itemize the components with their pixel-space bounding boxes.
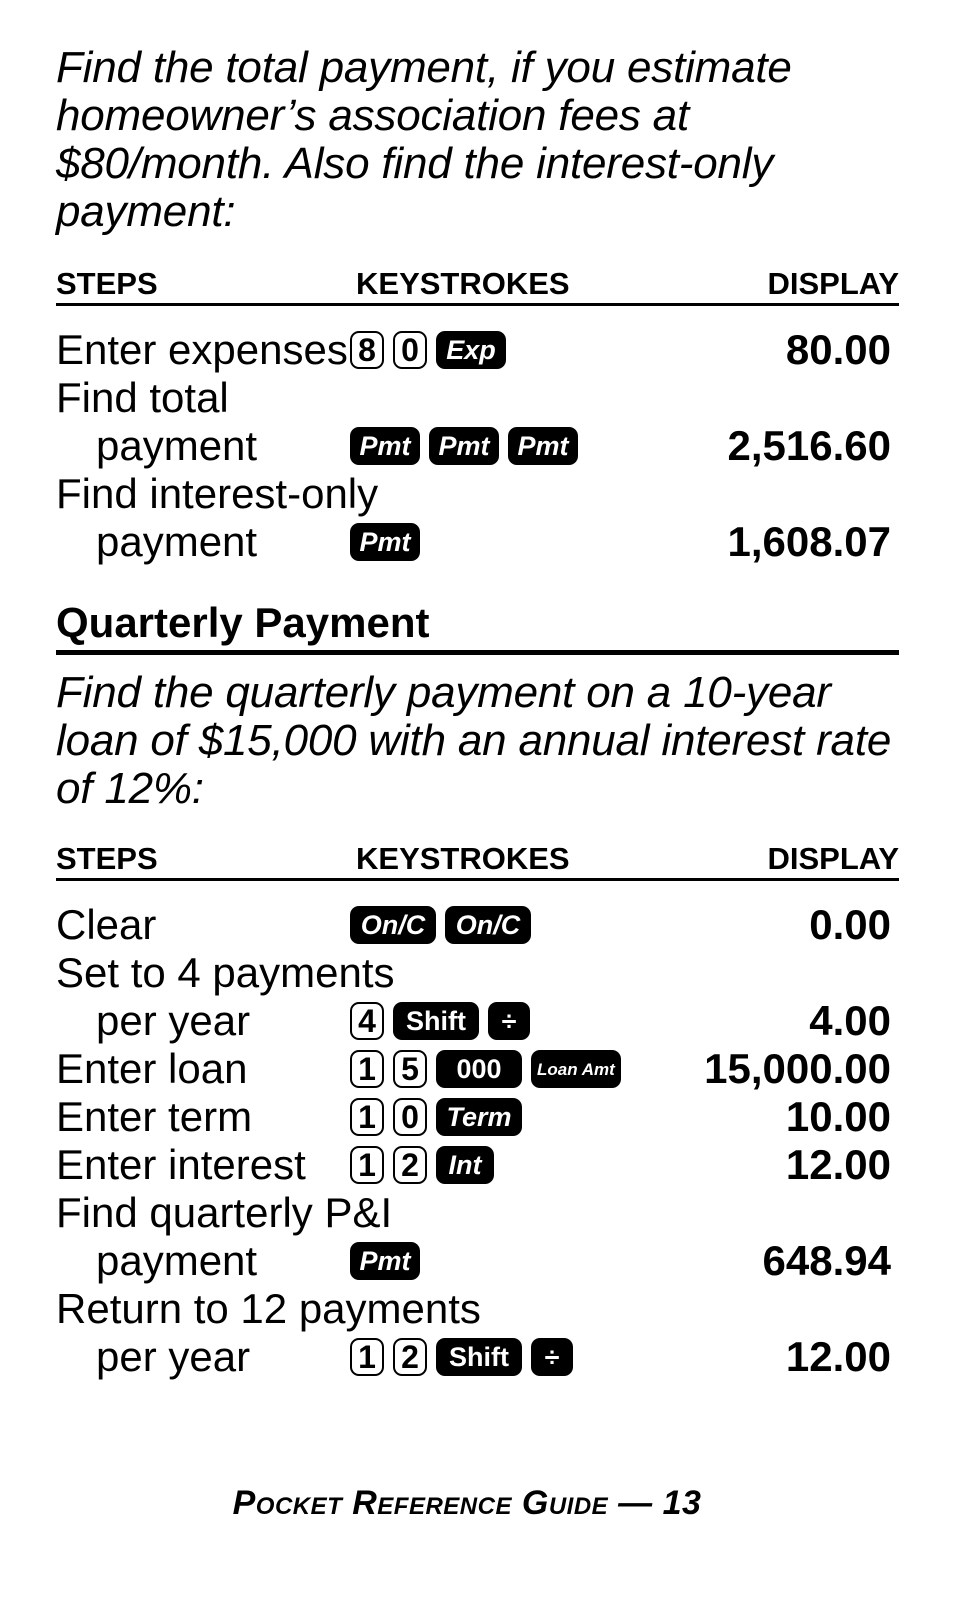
key-pmt: Pmt [429, 427, 499, 465]
display-value: 12.00 [785, 1333, 891, 1380]
keystrokes [350, 1093, 522, 1141]
page-footer: Pocket Reference Guide — 13 [232, 1484, 702, 1522]
step-label: Enter expenses [56, 326, 348, 373]
step-label: Set to 4 payments [56, 949, 395, 996]
step-label: Enter loan [56, 1045, 248, 1092]
column-header [56, 266, 899, 306]
keystrokes [350, 1141, 494, 1189]
table-row [56, 1045, 899, 1093]
intro-text-quarterly: Find the quarterly payment on a 10-year loan of $15,000 with an annual interest rate of 12%: [56, 668, 892, 813]
keystrokes [350, 326, 506, 374]
step-label: Find interest-only [56, 470, 379, 517]
header-steps: STEPS [56, 841, 158, 876]
table-row [56, 997, 899, 1045]
step-label: Return to 12 payments [56, 1285, 481, 1332]
key-exp: Exp [436, 331, 506, 369]
table-row [56, 326, 899, 374]
key-on-c: On/C [445, 906, 531, 944]
header-display: DISPLAY [767, 266, 899, 301]
table-row [56, 1333, 899, 1381]
page-content [56, 44, 899, 1381]
display-value: 12.00 [785, 1141, 891, 1188]
key-0: 0 [393, 331, 427, 369]
display-value: 80.00 [785, 326, 891, 373]
key-pmt: Pmt [508, 427, 578, 465]
key-pmt: Pmt [350, 427, 420, 465]
keystrokes [350, 1333, 573, 1381]
key-2: 2 [393, 1338, 427, 1376]
keystrokes [350, 997, 530, 1045]
display-value: 10.00 [785, 1093, 891, 1140]
table-row [56, 374, 899, 422]
steps-table-fees [56, 326, 899, 566]
table-row [56, 1237, 899, 1285]
table-row [56, 1189, 899, 1237]
step-label: payment [96, 422, 258, 469]
display-value: 1,608.07 [727, 518, 891, 565]
table-row [56, 422, 899, 470]
table-row [56, 1093, 899, 1141]
display-value: 2,516.60 [727, 422, 891, 469]
table-row [56, 1141, 899, 1189]
key-000: 000 [436, 1050, 522, 1088]
key-term: Term [436, 1098, 522, 1136]
keystrokes [350, 518, 420, 566]
display-value: 648.94 [762, 1237, 891, 1284]
divide-icon: ÷ [488, 1002, 530, 1040]
divide-icon: ÷ [531, 1338, 573, 1376]
table-row [56, 470, 899, 518]
key-pmt: Pmt [350, 523, 420, 561]
step-label: Enter interest [56, 1141, 306, 1188]
table-row [56, 901, 899, 949]
table-row [56, 1285, 899, 1333]
key-2: 2 [393, 1146, 427, 1184]
step-label: per year [96, 1333, 251, 1380]
key-0: 0 [393, 1098, 427, 1136]
step-label: payment [96, 1237, 258, 1284]
key-1: 1 [350, 1098, 384, 1136]
header-steps: STEPS [56, 266, 158, 301]
key-5: 5 [393, 1050, 427, 1088]
step-label: per year [96, 997, 251, 1044]
steps-table-quarterly [56, 901, 899, 1381]
step-label: payment [96, 518, 258, 565]
key-8: 8 [350, 331, 384, 369]
keystrokes [350, 422, 578, 470]
display-value: 4.00 [809, 997, 891, 1044]
column-header [56, 841, 899, 881]
key-1: 1 [350, 1338, 384, 1376]
step-label: Find total [56, 374, 229, 421]
table-row [56, 518, 899, 566]
key-loan-amt: Loan Amt [531, 1050, 621, 1088]
keystrokes [350, 1237, 420, 1285]
section-title-quarterly: Quarterly Payment [56, 598, 899, 655]
key-int: Int [436, 1146, 494, 1184]
display-value: 0.00 [809, 901, 891, 948]
step-label: Enter term [56, 1093, 253, 1140]
step-label: Clear [56, 901, 157, 948]
key-on-c: On/C [350, 906, 436, 944]
step-label: Find quarterly P&I [56, 1189, 393, 1236]
key-shift: Shift [436, 1338, 522, 1376]
header-keystrokes: KEYSTROKES [356, 841, 570, 876]
header-keystrokes: KEYSTROKES [356, 266, 570, 301]
key-pmt: Pmt [350, 1242, 420, 1280]
key-1: 1 [350, 1050, 384, 1088]
intro-text-fees: Find the total payment, if you estimate homeowner’s association fees at $80/month. Also find the interest-only payment: [56, 43, 792, 236]
keystrokes [350, 901, 531, 949]
keystrokes [350, 1045, 621, 1093]
key-1: 1 [350, 1146, 384, 1184]
key-shift: Shift [393, 1002, 479, 1040]
header-display: DISPLAY [767, 841, 899, 876]
table-row [56, 949, 899, 997]
display-value: 15,000.00 [704, 1045, 891, 1092]
key-4: 4 [350, 1002, 384, 1040]
